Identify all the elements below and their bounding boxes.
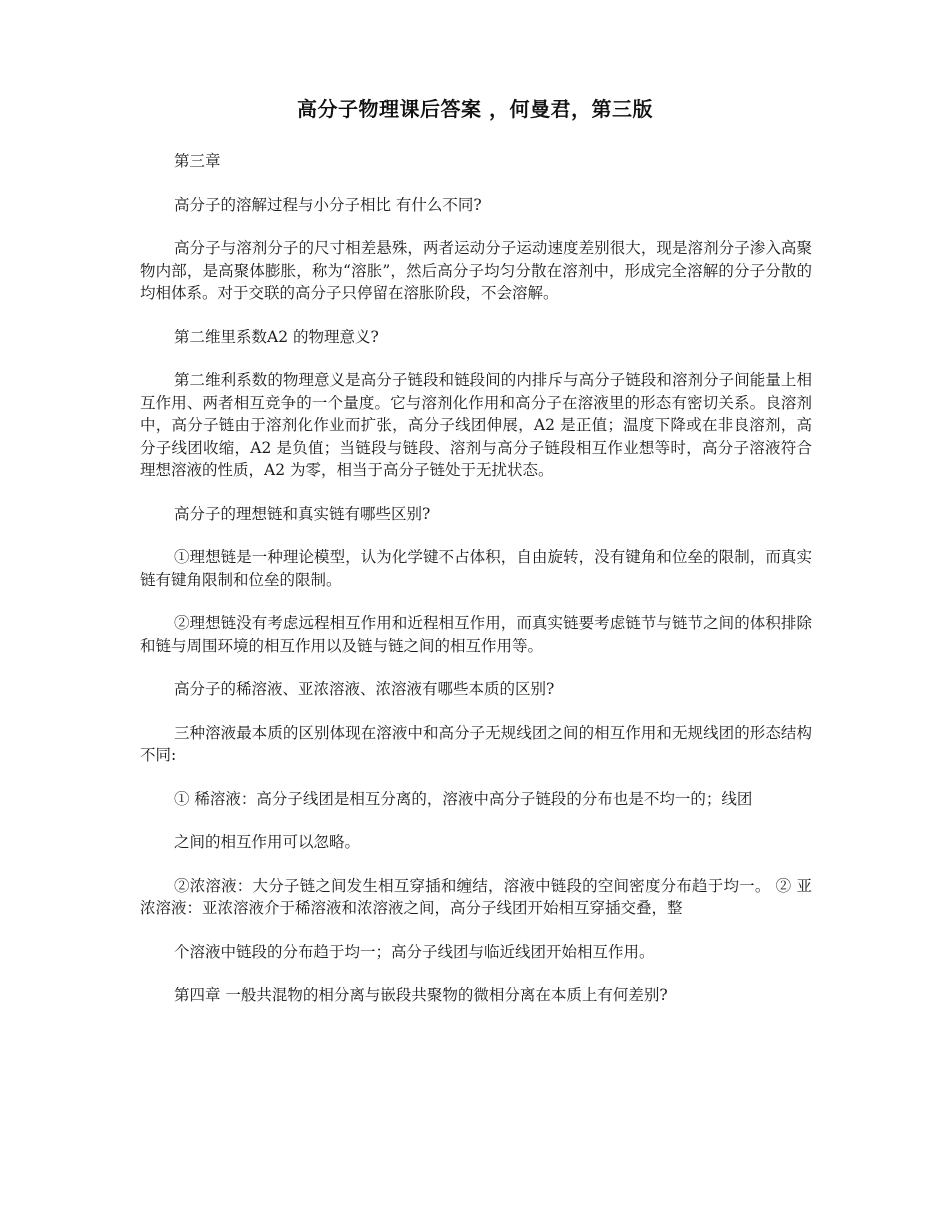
answer-paragraph: ②浓溶液：大分子链之间发生相互穿插和缠结，溶液中链段的空间密度分布趋于均一。 ② 亚浓溶液：亚浓溶液介于稀溶液和浓溶液之间，高分子线团开始相互穿插交叠，整 — [140, 876, 812, 917]
chapter-question-text: 第四章 一般共混物的相分离与嵌段共聚物的微相分离在本质上有何差别? — [174, 986, 668, 1004]
answer-paragraph: 高分子与溶剂分子的尺寸相差悬殊，两者运动分子运动速度差别很大，现是溶剂分子渗入高聚物内部，是高聚体膨胀，称为“溶胀”，然后高分子均匀分散在溶剂中，形成完全溶解的分子分散的均相体系。对于交联的高分子只停留在溶胀阶段，不会溶解。 — [140, 239, 812, 302]
answer-paragraph: ①理想链是一种理论模型，认为化学键不占体积，自由旋转，没有键角和位垒的限制，而真实链有键角限制和位垒的限制。 — [140, 548, 812, 589]
question-text: 高分子的理想链和真实链有哪些区别? — [174, 504, 431, 523]
answer-paragraph: 个溶液中链段的分布趋于均一；高分子线团与临近线团开始相互作用。 — [174, 942, 655, 961]
answer-paragraph: 第二维利系数的物理意义是高分子链段和链段间的内排斥与高分子链段和溶剂分子间能量上相互作用、两者相互竞争的一个量度。它与溶剂化作用和高分子在溶液里的形态有密切关系。良溶剂中，高分子链由于溶剂化作业而扩张，高分子线团伸展，A2 是正值；温度下降或在非良溶剂，高分子线团收缩，A2 是负值；当链段与链段、溶剂与高分子链段相互作业想等时，高分子溶液符合理想溶液的性质，A2 为零，相当于高分子链处于无扰状态。 — [140, 371, 812, 479]
answer-paragraph: 三种溶液最本质的区别体现在溶液中和高分子无规线团之间的相互作用和无规线团的形态结构不同: — [140, 723, 812, 764]
answer-paragraph: 之间的相互作用可以忽略。 — [174, 833, 361, 851]
document-title: 高分子物理课后答案 ，何曼君，第三版 — [297, 97, 653, 121]
document-body — [140, 150, 812, 1028]
chapter-heading: 第三章 — [174, 152, 221, 170]
question-text: 高分子的稀溶液、亚浓溶液、浓溶液有哪些本质的区别? — [174, 680, 555, 698]
question-text: 第二维里系数A2 的物理意义? — [174, 327, 379, 346]
answer-paragraph: ②理想链没有考虑远程相互作用和近程相互作用，而真实链要考虑链节与链节之间的体积排除和链与周围环境的相互作用以及链与链之间的相互作用等。 — [140, 614, 812, 655]
answer-paragraph: ① 稀溶液：高分子线团是相互分离的，溶液中高分子链段的分布也是不均一的；线团 — [174, 789, 753, 808]
question-text: 高分子的溶解过程与小分子相比 有什么不同? — [174, 195, 482, 214]
